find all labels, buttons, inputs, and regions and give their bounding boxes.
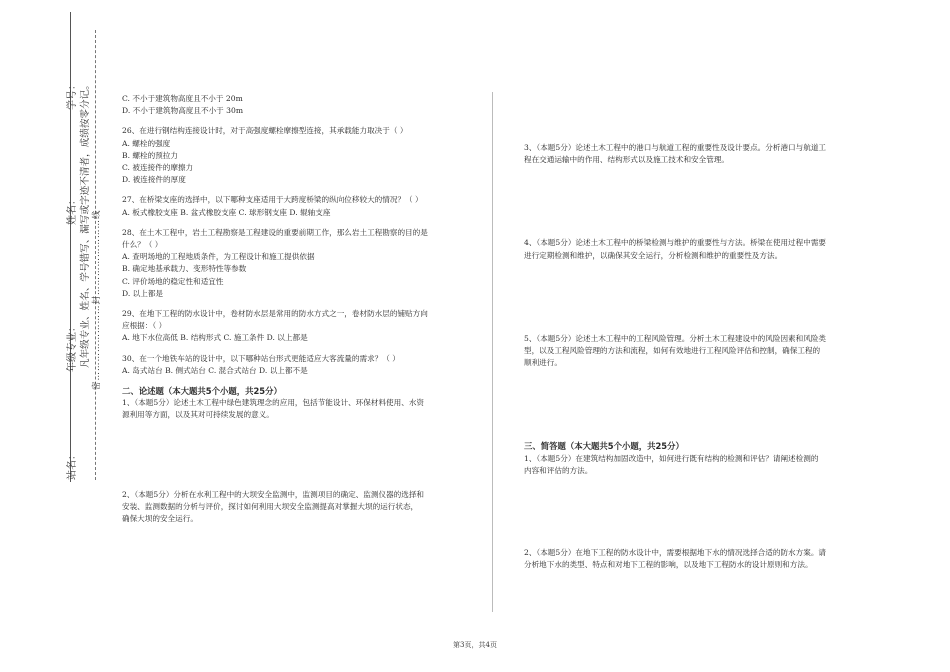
question-line: 型，以及工程风险管理的方法和流程，如何有效地进行工程风险评估和控制，确保工程的 — [524, 346, 821, 356]
question-line: 2、（本题5分）在地下工程的防水设计中，需要根据地下水的情况选择合适的防水方案。请 — [524, 548, 827, 558]
question-line: 确保大坝的安全运行。 — [122, 514, 198, 524]
seal-line-text: 密……………………封……………………线 — [92, 209, 102, 390]
question-line: 进行定期检测和维护，以确保其安全运行，分析检测和维护的重要性及方法。 — [524, 250, 783, 260]
binding-warning-text: 凡年级专业、姓名、学号错写、漏写或字迹不清者，成绩按零分记。 — [80, 80, 91, 368]
option: A. 岛式站台 B. 侧式站台 C. 混合式站台 D. 以上都不是 — [122, 365, 308, 375]
essay-question-3 — [524, 142, 864, 166]
question-26 — [122, 125, 484, 186]
question-stem: 29、在地下工程的防水设计中，卷材防水层是常用的防水方式之一，卷材防水层的铺贴方向 — [122, 309, 428, 319]
question-line: 程在交通运输中的作用、结构形式以及施工技术和安全管理。 — [524, 155, 730, 165]
option: A. 螺栓的强度 — [122, 138, 171, 148]
student-id-label: 学号： — [67, 80, 78, 110]
question-line: 安装、监测数据的分析与评价，探讨如何利用大坝安全监测提高对掌握大坝的运行状态， — [122, 501, 419, 511]
option: A. 板式橡胶支座 B. 盆式橡胶支座 C. 球形钢支座 D. 辊轴支座 — [122, 207, 331, 217]
right-column — [524, 142, 864, 571]
short-question-2 — [524, 547, 864, 571]
binding-margin — [0, 0, 110, 672]
option: C. 评价场地的稳定性和适宜性 — [122, 276, 224, 286]
option: D. 不小于建筑物高度且不小于 30m — [122, 106, 244, 116]
question-28 — [122, 227, 484, 300]
option: D. 被连接件的厚度 — [122, 175, 186, 185]
option: B. 确定地基承载力、变形特性等参数 — [122, 264, 247, 274]
short-question-1 — [524, 453, 864, 477]
question-stem: 27、在桥梁支座的选择中，以下哪种支座适用于大跨度桥梁的纵向位移较大的情况？（ ） — [122, 195, 423, 205]
question-line: 顺利进行。 — [524, 358, 562, 368]
option: D. 以上都是 — [122, 288, 164, 298]
option: B. 螺栓的预拉力 — [122, 150, 178, 160]
question-stem: 28、在土木工程中，岩土工程勘察是工程建设的重要前期工作，那么岩土工程勘察的目的是 — [122, 227, 428, 237]
question-line: 源利用等方面，以及其对可持续发展的意义。 — [122, 410, 274, 420]
question-30 — [122, 353, 484, 377]
section-2-title: 二、论述题（本大题共5个小题，共25分） — [122, 386, 282, 397]
question-line: 2、（本题5分）分析在水利工程中的大坝安全监测中，监测项目的确定、监测仪器的选择和 — [122, 489, 425, 499]
essay-question-1 — [122, 397, 484, 421]
venue-label: 站名： — [67, 450, 78, 480]
question-line: 1、（本题5分）论述土木工程中绿色建筑理念的应用，包括节能设计、环保材料使用、水资 — [122, 398, 425, 408]
section-3-title: 三、简答题（本大题共5个小题，共25分） — [524, 441, 684, 452]
name-label: 姓名： — [67, 195, 78, 225]
option: C. 被连接件的摩擦力 — [122, 163, 194, 173]
option: A. 查明场地的工程地质条件，为工程设计和施工提供依据 — [122, 252, 315, 262]
question-stem: 应根据：（ ） — [122, 321, 167, 331]
grade-major-label: 年级专业： — [67, 322, 78, 372]
option: C. 不小于建筑物高度且不小于 20m — [122, 94, 243, 103]
essay-question-4 — [524, 237, 864, 261]
question-line: 分析地下水的类型、特点和对地下工程的影响，以及地下工程防水的设计原则和方法。 — [524, 560, 813, 570]
left-column — [122, 93, 484, 525]
question-line: 内容和评估的方法。 — [524, 465, 593, 475]
column-divider — [492, 92, 493, 612]
option: A. 地下水位高低 B. 结构形式 C. 施工条件 D. 以上都是 — [122, 333, 308, 343]
question-stem: 什么？（ ） — [122, 240, 163, 250]
question-stem: 26、在进行钢结构连接设计时，对于高强度螺栓摩擦型连接，其承载能力取决于（ ） — [122, 126, 408, 136]
question-line: 5、（本题5分）论述土木工程中的工程风险管理。分析土木工程建设中的风险因素和风险类 — [524, 333, 827, 343]
question-line: 4、（本题5分）论述土木工程中的桥梁检测与维护的重要性与方法。桥梁在使用过程中需要 — [524, 238, 827, 248]
essay-question-2 — [122, 489, 484, 526]
question-line: 3、（本题5分）论述土木工程中的港口与航道工程的重要性及设计要点。分析港口与航道工 — [524, 143, 827, 152]
page-number-footer: 第3页，共4页 — [453, 641, 497, 649]
question-stem: 30、在一个地铁车站的设计中，以下哪种站台形式更能适应大客流量的需求？（ ） — [122, 353, 400, 363]
question-27 — [122, 194, 484, 218]
question-29 — [122, 308, 484, 345]
essay-question-5 — [524, 333, 864, 370]
question-line: 1、（本题5分）在建筑结构加固改造中，如何进行既有结构的检测和评估？请阐述检测的 — [524, 453, 819, 463]
question-25-tail — [122, 93, 484, 117]
